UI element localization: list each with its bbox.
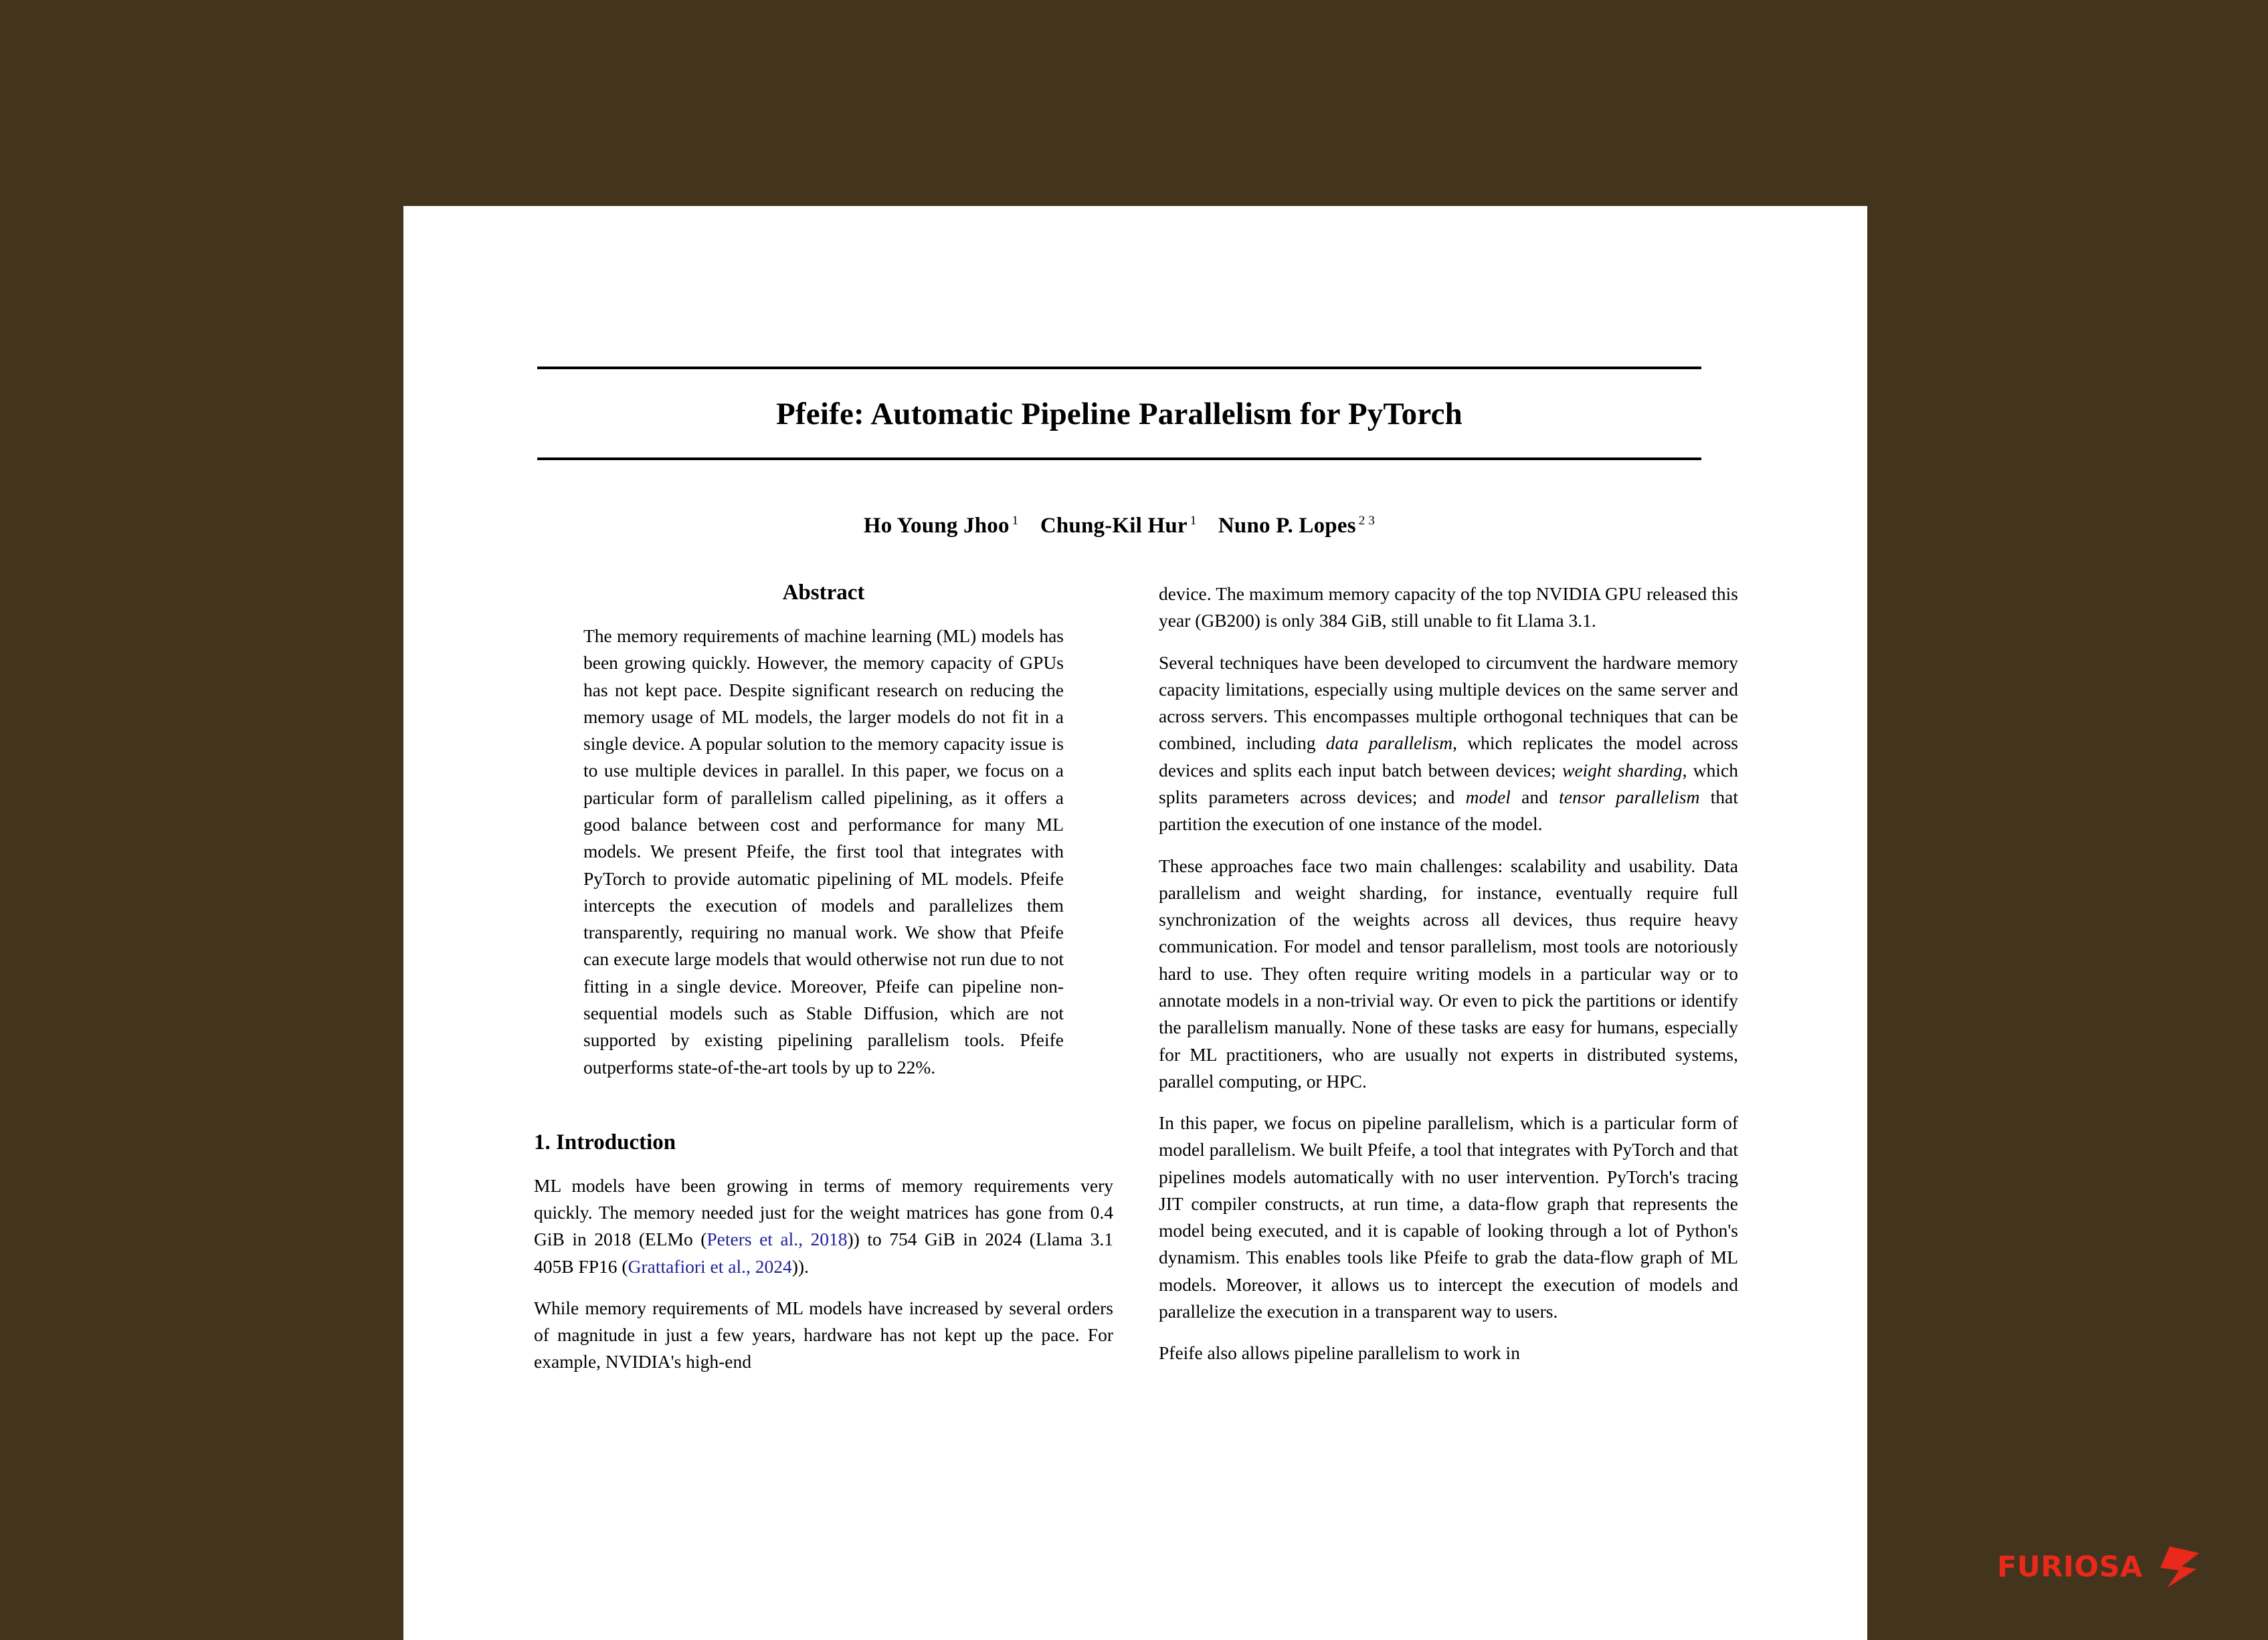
furiosa-watermark	[1997, 1546, 2199, 1588]
author-name: Nuno P. Lopes	[1218, 514, 1356, 538]
abstract-heading: Abstract	[782, 581, 865, 605]
author-affiliation-marker: 1	[1190, 514, 1197, 528]
paragraph-intro-2: While memory requirements of ML models have increased by several orders of magnitude in just a few years, hardware has not kept up the pace. For example, NVIDIA's high-end	[534, 1297, 1113, 1372]
paragraph-right-2: Several techniques have been developed to circumvent the hardware memory capacity limitations, especially using multiple devices on the same server and across servers. This encompasses multiple orthogonal techniques that can be combined, including data parallelism, which replicates the model across devices and splits each input batch between devices; weight sharding, which splits parameters across devices; and model and tensor parallelism that partition the execution of one instance of the model.	[1159, 651, 1738, 835]
paragraph-intro-1: ML models have been growing in terms of memory requirements very quickly. The memory needed just for the weight matrices has gone from 0.4 GiB in 2018 (ELMo (Peters et al., 2018)) to 754 GiB in 2024 (Llama 3.1 405B FP16 (Grattafiori et al., 2024)).	[534, 1174, 1113, 1277]
lightning-bolt-icon	[2152, 1546, 2199, 1588]
emphasis-term: data parallelism	[1325, 732, 1453, 754]
paragraph-right-4: In this paper, we focus on pipeline parallelism, which is a particular form of model parallelism. We built Pfeife, a tool that integrates with PyTorch and that pipelines models automatically with no user intervention. PyTorch's tracing JIT compiler constructs, at run time, a data-flow graph that represents the model being executed, and it is capable of looking through a lot of Python's dynamism. This enables tools like Pfeife to grab the data-flow graph of ML models. Moreover, it allows us to intercept the execution of models and parallelize the execution in a transparent way to users.	[1159, 1112, 1738, 1322]
right-column	[1159, 581, 1738, 1391]
paper-page	[403, 206, 1867, 1640]
author-list	[537, 460, 1701, 538]
author-name: Ho Young Jhoo	[863, 514, 1010, 538]
author-affiliation-marker: 2 3	[1358, 514, 1376, 528]
section-heading-introduction: 1. Introduction	[534, 1130, 676, 1154]
furiosa-wordmark: FURIOSA	[1997, 1550, 2143, 1584]
emphasis-term: weight sharding	[1562, 759, 1683, 781]
emphasis-term: tensor parallelism	[1559, 786, 1700, 807]
paragraph-right-5: Pfeife also allows pipeline parallelism to work in	[1159, 1342, 1520, 1364]
citation-link[interactable]: Peters et al., 2018	[706, 1229, 848, 1250]
author-name: Chung-Kil Hur	[1040, 514, 1188, 538]
paragraph-right-1: device. The maximum memory capacity of the top NVIDIA GPU released this year (GB200) is only 384 GiB, still unable to fit Llama 3.1.	[1159, 583, 1738, 631]
left-column	[534, 581, 1113, 1391]
abstract-paragraph: The memory requirements of machine learning (ML) models has been growing quickly. However, the memory capacity of GPUs has not kept pace. Despite significant research on reducing the memory usage of ML models, the larger models do not fit in a single device. A popular solution to the memory capacity issue is to use multiple devices in parallel. In this paper, we focus on a particular form of parallelism called pipelining, as it offers a good balance between cost and performance for many ML models. We present Pfeife, the first tool that integrates with PyTorch to provide automatic pipelining of ML models. Pfeife intercepts the execution of models and parallelizes them transparently, requiring no manual work. We show that Pfeife can execute large models that would otherwise not run due to not fitting in a single device. Moreover, Pfeife can pipeline non-sequential models such as Stable Diffusion, which are not supported by existing pipelining parallelism tools. Pfeife outperforms state-of-the-art tools by up to 22%.	[583, 625, 1064, 1078]
citation-link[interactable]: Grattafiori et al., 2024	[628, 1255, 792, 1277]
author-entry	[1040, 514, 1202, 538]
author-affiliation-marker: 1	[1012, 514, 1019, 528]
abstract-body	[583, 623, 1064, 1081]
paragraph-right-3: These approaches face two main challenges: scalability and usability. Data parallelism and weight sharding, for instance, eventually require full synchronization of the weights across all devices, thus require heavy communication. For model and tensor parallelism, most tools are notoriously hard to use. They often require writing models in a particular way or to annotate models in a non-trivial way. Or even to pick the partitions or identify the parallelism manually. None of these tasks are easy for humans, especially for ML practitioners, who are usually not experts in distributed systems, parallel computing, or HPC.	[1159, 855, 1738, 1092]
author-entry	[1218, 514, 1375, 538]
paper-title: Pfeife: Automatic Pipeline Parallelism for PyTorch	[776, 397, 1462, 431]
two-column-body	[534, 581, 1738, 1391]
emphasis-term: model	[1465, 786, 1511, 807]
paper-header	[537, 367, 1701, 538]
author-entry	[864, 514, 1024, 538]
